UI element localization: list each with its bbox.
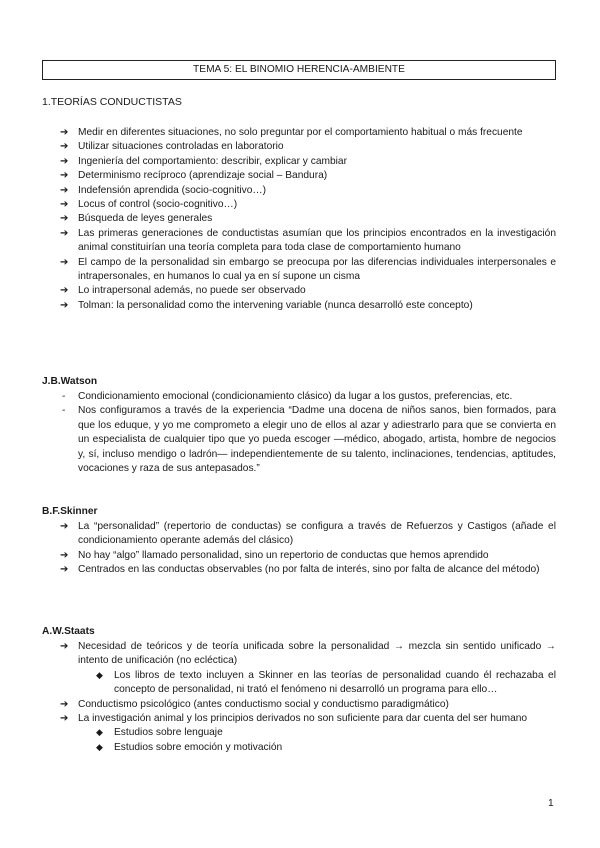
list-item: ➔ Utilizar situaciones controladas en laboratorio	[60, 140, 556, 154]
list-item: ➔ Conductismo psicológico (antes conductismo social y conductismo paradigmático)	[60, 698, 556, 712]
watson-list	[60, 390, 556, 476]
list-item	[60, 640, 556, 698]
list-item: ➔ Centrados en las conductas observables (no por falta de interés, sino por falta de alcance del método)	[60, 563, 556, 577]
page-number: 1	[548, 798, 554, 809]
list-item: ➔ El campo de la personalidad sin embargo se preocupa por las diferencias individuales interpersonales e intrapersonales, en humanos lo cual ya en sí supone un cisma	[60, 256, 556, 285]
list-item: ➔ La “personalidad” (repertorio de conductas) se configura a través de Refuerzos y Castigos (añade el condicionamiento operante además del clásico)	[60, 520, 556, 549]
staats-list	[60, 640, 556, 755]
list-item: ➔ Locus of control (socio-cognitivo…)	[60, 198, 556, 212]
list-item: - Nos configuramos a través de la experiencia “Dadme una docena de niños sanos, bien formados, para que los eduque, y yo me comprometo a elegir uno de ellos al azar y adiestrarlo para que se convierta en un especialista de cualquier tipo que yo pueda escoger —médico, abogado, artista, hombre de negocios y, sí, incluso mendigo o ladrón— independientemente de su talento, inclinaciones, tendencias, aptitudes, vocaciones y raza de sus antepasados.”	[60, 404, 556, 476]
list-item: ◆ Estudios sobre lenguaje	[96, 726, 556, 740]
list-item: ➔ Las primeras generaciones de conductistas asumían que los principios encontrados en la investigación animal constituirían una teoría completa para toda clase de comportamiento humano	[60, 227, 556, 256]
list-item	[60, 712, 556, 755]
list-item-text: La investigación animal y los principios derivados no son suficiente para dar cuenta del ser humano	[78, 713, 528, 725]
staats-sublist-3	[96, 726, 556, 755]
sublist-wrapper	[78, 669, 556, 698]
sublist-wrapper	[78, 726, 556, 755]
list-item: ➔ Ingeniería del comportamiento: describir, explicar y cambiar	[60, 155, 556, 169]
section-heading-skinner: B.F.Skinner	[42, 506, 98, 517]
section-heading-staats: A.W.Staats	[42, 626, 95, 637]
list-item: ◆ Los libros de texto incluyen a Skinner en las teorías de personalidad cuando él rechazaba el concepto de personalidad, ni trató el fenómeno ni desarrolló un programa para ello…	[96, 669, 556, 698]
list-item: ➔ Lo intrapersonal además, no puede ser observado	[60, 284, 556, 298]
list-item: ➔ Medir en diferentes situaciones, no solo preguntar por el comportamiento habitual o más frecuente	[60, 126, 556, 140]
list-item-text: Necesidad de teóricos y de teoría unificada sobre la personalidad → mezcla sin sentido unificado → intento de unificación (no ecléctica)	[78, 641, 556, 667]
section-heading-watson: J.B.Watson	[42, 376, 98, 387]
conductistas-list	[60, 126, 556, 313]
document-title: TEMA 5: EL BINOMIO HERENCIA-AMBIENTE	[42, 60, 556, 80]
list-item: ➔ Tolman: la personalidad como the intervening variable (nunca desarrolló este concepto)	[60, 299, 556, 313]
list-item: - Condicionamiento emocional (condicionamiento clásico) da lugar a los gustos, preferencias, etc.	[60, 390, 556, 404]
section-heading-teorias-conductistas: 1.TEORÍAS CONDUCTISTAS	[42, 96, 182, 108]
staats-sublist-1	[96, 669, 556, 698]
list-item: ➔ Indefensión aprendida (socio-cognitivo…)	[60, 184, 556, 198]
list-item: ➔ Búsqueda de leyes generales	[60, 212, 556, 226]
skinner-list	[60, 520, 556, 578]
list-item: ◆ Estudios sobre emoción y motivación	[96, 741, 556, 755]
list-item: ➔ Determinismo recíproco (aprendizaje social – Bandura)	[60, 169, 556, 183]
list-item: ➔ No hay “algo” llamado personalidad, sino un repertorio de conductas que hemos aprendido	[60, 549, 556, 563]
